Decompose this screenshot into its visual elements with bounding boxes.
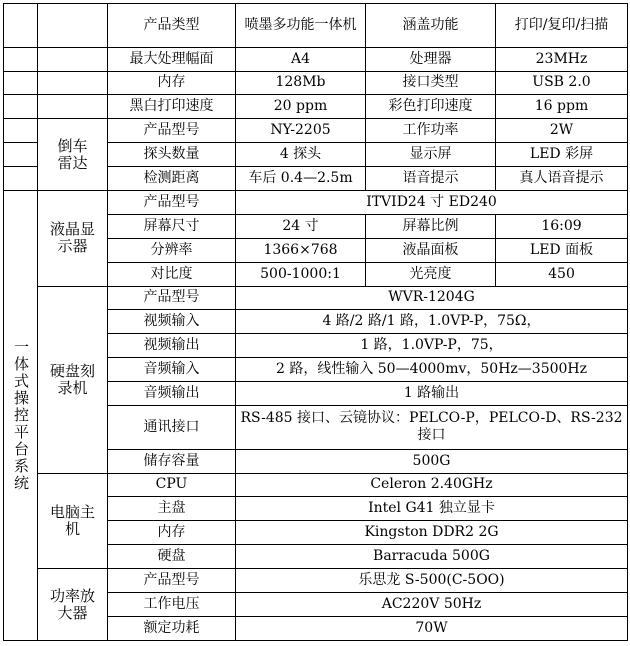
spec-label: 产品类型	[108, 4, 236, 48]
spec-label: 产品型号	[108, 119, 236, 143]
spec-label: 额定功耗	[108, 616, 236, 640]
spec-value: ITVID24 寸 ED240	[236, 190, 628, 214]
spec-value: 1366×768	[236, 238, 366, 262]
spec-label: 光亮度	[366, 262, 496, 286]
blank-cell	[38, 71, 108, 95]
spec-value: 24 寸	[236, 214, 366, 238]
group-name-amp: 功率放大器	[38, 569, 108, 641]
spec-label: 屏幕比例	[366, 214, 496, 238]
spec-value: 500-1000:1	[236, 262, 366, 286]
spec-value: 500G	[236, 449, 628, 473]
group-name-dvr: 硬盘刻录机	[38, 286, 108, 473]
blank-cell	[38, 95, 108, 119]
spec-value: 1 路，1.0VP-P，75，	[236, 334, 628, 358]
spec-value: 真人语音提示	[496, 167, 628, 191]
spec-label: 最大处理幅面	[108, 47, 236, 71]
spec-value: A4	[236, 47, 366, 71]
spec-value: 1 路输出	[236, 382, 628, 406]
table-row	[4, 47, 628, 71]
blank-cell	[4, 167, 38, 191]
spec-label: 产品型号	[108, 286, 236, 310]
spec-value: AC220V 50Hz	[236, 592, 628, 616]
spec-label: 液晶面板	[366, 238, 496, 262]
spec-label: CPU	[108, 473, 236, 497]
spec-value: NY-2205	[236, 119, 366, 143]
blank-cell	[4, 119, 38, 143]
spec-label: 内存	[108, 521, 236, 545]
spec-label: 储存容量	[108, 449, 236, 473]
spec-label: 分辨率	[108, 238, 236, 262]
spec-value: 450	[496, 262, 628, 286]
spec-value: LED 面板	[496, 238, 628, 262]
table-row	[4, 286, 628, 310]
table-row	[4, 119, 628, 143]
spec-value: 打印/复印/扫描	[496, 4, 628, 48]
table-row	[4, 71, 628, 95]
spec-value: 20 ppm	[236, 95, 366, 119]
spec-label: 主盘	[108, 497, 236, 521]
spec-value: Kingston DDR2 2G	[236, 521, 628, 545]
spec-value: LED 彩屏	[496, 143, 628, 167]
table-row	[4, 569, 628, 593]
spec-label: 内存	[108, 71, 236, 95]
group-name-lcd: 液晶显示器	[38, 190, 108, 286]
spec-value: 乐思龙 S-500(C-5OO)	[236, 569, 628, 593]
spec-value: 16:09	[496, 214, 628, 238]
spec-label: 接口类型	[366, 71, 496, 95]
spec-value: Intel G41 独立显卡	[236, 497, 628, 521]
spec-value: WVR-1204G	[236, 286, 628, 310]
spec-label: 涵盖功能	[366, 4, 496, 48]
blank-cell	[4, 95, 38, 119]
spec-value: 车后 0.4—2.5m	[236, 167, 366, 191]
table-row	[4, 4, 628, 48]
spec-label: 通讯接口	[108, 406, 236, 450]
blank-cell	[4, 143, 38, 167]
blank-cell	[38, 47, 108, 71]
spec-label: 对比度	[108, 262, 236, 286]
spec-value: Barracuda 500G	[236, 545, 628, 569]
table-row	[4, 190, 628, 214]
group-name-pc: 电脑主机	[38, 473, 108, 569]
spec-label: 视频输入	[108, 310, 236, 334]
spec-label: 工作功率	[366, 119, 496, 143]
spec-value: 23MHz	[496, 47, 628, 71]
spec-value: 16 ppm	[496, 95, 628, 119]
spec-value: Celeron 2.40GHz	[236, 473, 628, 497]
spec-value: 70W	[236, 616, 628, 640]
spec-value: 喷墨多功能一体机	[236, 4, 366, 48]
system-label: 一体式操控平台系统	[4, 190, 38, 640]
group-name-radar: 倒车雷达	[38, 119, 108, 191]
blank-cell	[4, 47, 38, 71]
spec-value: RS-485 接口、云镜协议：PELCO-P，PELCO-D、RS-232 接口	[236, 406, 628, 450]
spec-table	[3, 3, 628, 641]
spec-label: 黑白打印速度	[108, 95, 236, 119]
spec-value: 128Mb	[236, 71, 366, 95]
spec-value: 4 探头	[236, 143, 366, 167]
spec-label: 彩色打印速度	[366, 95, 496, 119]
spec-label: 工作电压	[108, 592, 236, 616]
spec-value: 4 路/2 路/1 路，1.0VP-P，75Ω，	[236, 310, 628, 334]
table-row	[4, 473, 628, 497]
spec-value: 2W	[496, 119, 628, 143]
spec-label: 处理器	[366, 47, 496, 71]
spec-label: 硬盘	[108, 545, 236, 569]
spec-label: 音频输出	[108, 382, 236, 406]
table-row	[4, 95, 628, 119]
spec-label: 视频输出	[108, 334, 236, 358]
spec-label: 产品型号	[108, 569, 236, 593]
spec-label: 探头数量	[108, 143, 236, 167]
spec-label: 音频输入	[108, 358, 236, 382]
spec-label: 显示屏	[366, 143, 496, 167]
spec-value: 2 路，线性输入 50—4000mv，50Hz—3500Hz	[236, 358, 628, 382]
spec-label: 屏幕尺寸	[108, 214, 236, 238]
blank-cell	[38, 4, 108, 48]
spec-value: USB 2.0	[496, 71, 628, 95]
blank-cell	[4, 4, 38, 48]
spec-label: 语音提示	[366, 167, 496, 191]
spec-label: 检测距离	[108, 167, 236, 191]
blank-cell	[4, 71, 38, 95]
spec-label: 产品型号	[108, 190, 236, 214]
